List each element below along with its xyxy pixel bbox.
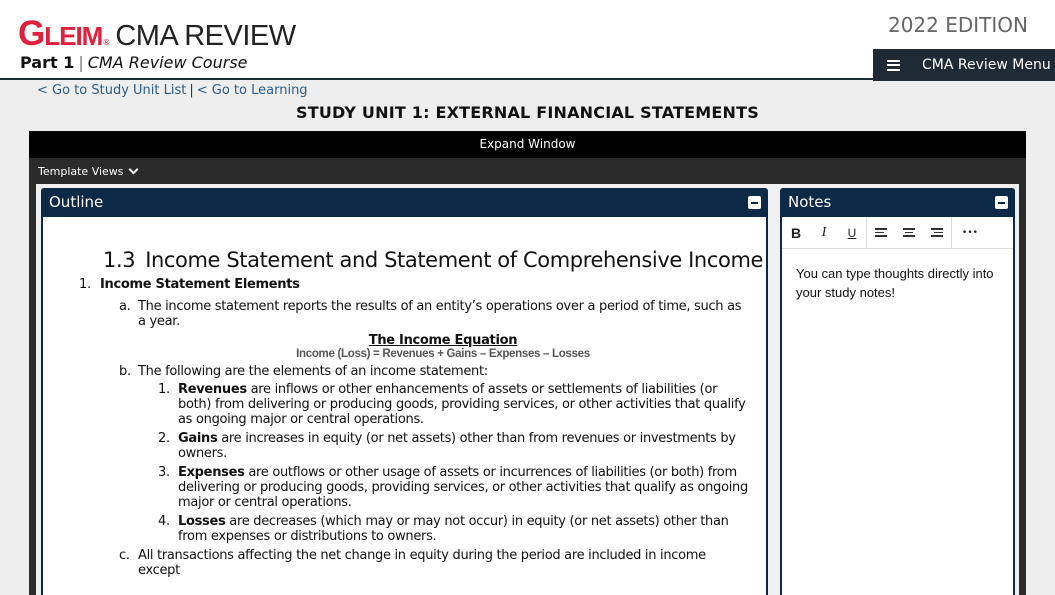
menu-label: CMA Review Menu	[922, 57, 1051, 73]
app-header	[0, 0, 1055, 80]
outline-item: 3. Expenses are outflows or other usage of assets or incurrences of liabilities (or both) from delivering or producing goods, providing services, or other activities that qualify as ongoing major or central operations.	[158, 465, 748, 510]
breadcrumb-links: < Go to Study Unit List | < Go to Learning	[37, 83, 308, 98]
page-title: STUDY UNIT 1: EXTERNAL FINANCIAL STATEMENTS	[296, 103, 759, 122]
outline-panel	[41, 188, 768, 595]
gleim-logo[interactable]	[18, 14, 296, 54]
align-center-icon[interactable]	[895, 228, 923, 237]
outline-item: a. The income statement reports the results of an entity’s operations over a period of time, such as a year.	[119, 299, 742, 329]
brand-name: GLEIM	[18, 14, 103, 53]
notes-editor[interactable]: You can type thoughts directly into your study notes!	[796, 266, 994, 300]
expand-window-button[interactable]: Expand Window	[29, 131, 1026, 158]
minus-icon	[998, 202, 1005, 204]
outline-item: 1. Income Statement Elements	[79, 277, 300, 292]
italic-button[interactable]: I	[821, 224, 827, 240]
outline-item: c. All transactions affecting the net change in equity during the period are included in income except	[119, 548, 706, 578]
align-left-icon[interactable]	[867, 228, 895, 237]
go-to-learning-link[interactable]: < Go to Learning	[196, 83, 308, 98]
income-equation: Income (Loss) = Revenues + Gains – Expenses – Losses	[296, 348, 590, 360]
align-right-icon[interactable]	[923, 228, 951, 237]
collapse-notes-button[interactable]	[995, 196, 1008, 209]
registered-mark: ®	[102, 38, 111, 47]
bold-button[interactable]: B	[790, 224, 802, 241]
outline-content[interactable]	[43, 217, 766, 595]
notes-header	[780, 188, 1015, 217]
more-options-icon[interactable]: •••	[962, 227, 978, 238]
part-label: Part 1	[20, 53, 75, 72]
equation-title: The Income Equation	[368, 333, 518, 348]
outline-item: 4. Losses are decreases (which may or may not occur) in equity (or net assets) other than from expenses or distributions to owners.	[158, 514, 729, 544]
outline-item: 2. Gains are increases in equity (or net assets) other than from revenues or investments by owners.	[158, 431, 736, 461]
section-heading: 1.3 Income Statement and Statement of Comprehensive Income	[103, 248, 764, 272]
minus-icon	[751, 202, 758, 204]
chevron-down-icon	[128, 164, 138, 174]
course-name: CMA Review Course	[87, 53, 248, 72]
edition-label: 2022 EDITION	[887, 13, 1028, 37]
underline-button[interactable]: U	[847, 225, 857, 240]
panels-container	[36, 184, 1019, 595]
template-views-dropdown[interactable]: Template Views	[29, 158, 1026, 184]
study-window	[29, 131, 1026, 595]
course-subtitle: Part 1 | CMA Review Course	[20, 53, 248, 72]
outline-title: Outline	[49, 193, 104, 211]
go-to-study-unit-list-link[interactable]: < Go to Study Unit List	[37, 83, 187, 98]
notes-panel	[780, 188, 1015, 595]
notes-body	[782, 217, 1013, 595]
product-name: CMA REVIEW	[115, 20, 296, 52]
outline-item: 1. Revenues are inflows or other enhancements of assets or settlements of liabilities (or both) from delivering or producing goods, providing services, or other activities that qualify as ongoing major or central operations.	[158, 382, 746, 427]
hamburger-icon	[887, 60, 900, 71]
notes-title: Notes	[788, 193, 832, 211]
outline-header	[41, 188, 768, 217]
cma-review-menu-button[interactable]	[873, 49, 1055, 81]
collapse-outline-button[interactable]	[748, 196, 761, 209]
notes-toolbar	[782, 217, 1013, 249]
outline-item: b. The following are the elements of an income statement:	[119, 364, 488, 379]
